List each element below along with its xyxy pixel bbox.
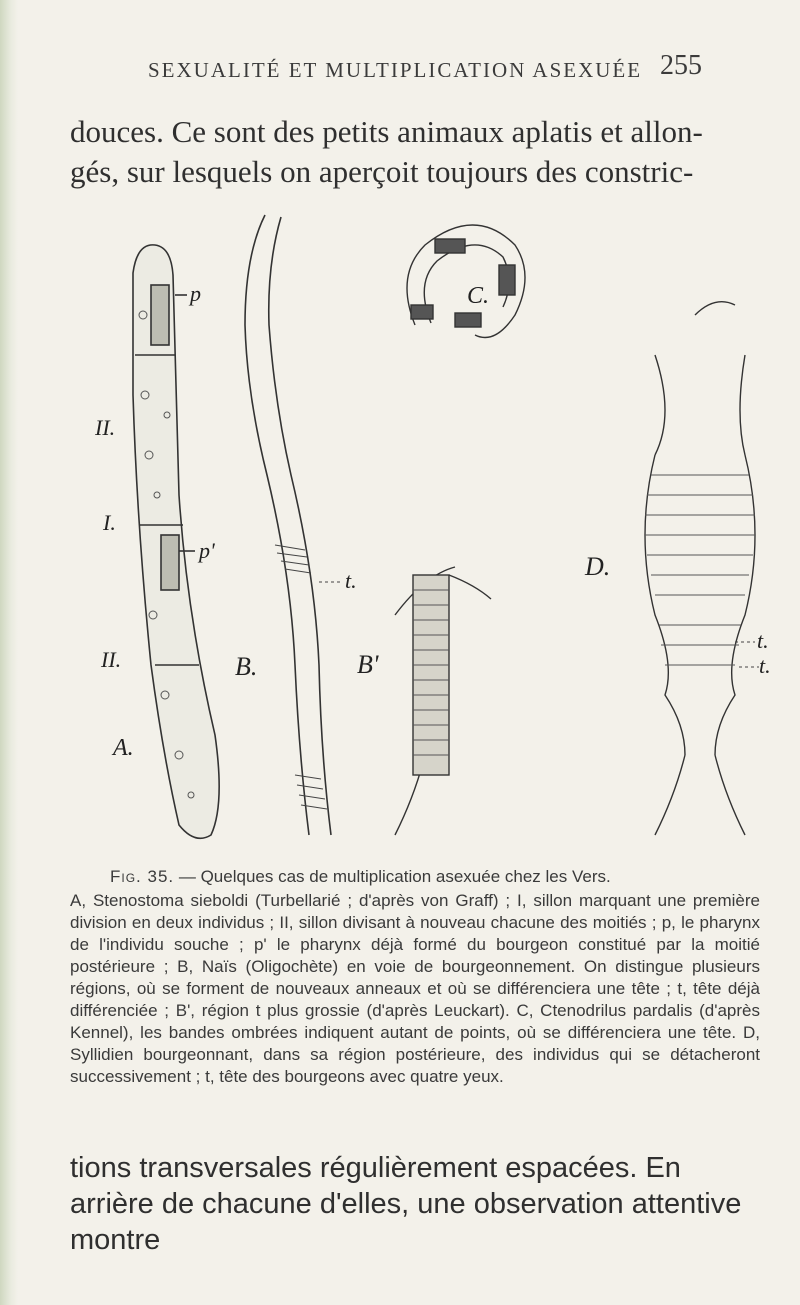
figure-b-prime-detail: [395, 567, 491, 835]
label-B-prime: B': [357, 650, 379, 679]
page-number: 255: [660, 50, 702, 81]
label-p: p: [190, 281, 201, 306]
figure-35: [95, 195, 775, 855]
page-header: [0, 50, 800, 98]
running-head: SEXUALITÉ ET MULTIPLICATION ASEXUÉE: [148, 58, 643, 82]
label-t-d2: t.: [759, 653, 771, 678]
figure-b-worm: [245, 215, 331, 835]
label-II-bottom: II.: [101, 647, 122, 672]
label-II-top: II.: [95, 415, 116, 440]
figure-caption: [70, 866, 760, 1088]
body-line-1: douces. Ce sont des petits animaux aplatis et allon-: [70, 114, 703, 149]
label-C: C.: [467, 283, 490, 309]
label-D: D.: [585, 552, 611, 581]
caption-body: A, Stenostoma sieboldi (Turbellarié ; d'après von Graff) ; I, sillon marquant une première division en deux individus ; II, sillon divisant à nouveau chacune des moitiés ; p, le pharynx de l'individu souche ; p' le pharynx déjà formé du bourgeon constitué par la moitié postérieure ; B, Naïs (Oligochète) en voie de bourgeonnement. On distingue plusieurs régions, où se forment de nouveaux anneaux et où se différenciera une tête ; t, tête déjà différenciée ; B', région t plus grossie (d'après Leuckart). C, Ctenodrilus pardalis (d'après Kennel), les bandes ombrées indiquent autant de points, où se différenciera une tête. D, Syllidien bourgeonnant, dans sa région postérieure, des individus qui se détacheront successivement ; t, tête des bourgeons avec quatre yeux.: [70, 891, 760, 1086]
label-p-prime: p': [199, 538, 215, 563]
figure-c-worm: [407, 225, 525, 338]
figure-illustration: [95, 195, 775, 855]
caption-title-text: — Quelques cas de multiplication asexuée chez les Vers.: [174, 867, 611, 886]
closing-paragraph: tions transversales régulièrement espacées. En arrière de chacune d'elles, une observation attentive montre: [70, 1152, 742, 1256]
label-t-d1: t.: [757, 628, 769, 653]
label-B: B.: [235, 652, 258, 681]
label-A: A.: [113, 735, 134, 761]
body-line-2: gés, sur lesquels on aperçoit toujours des constric-: [70, 154, 694, 189]
label-I: I.: [103, 510, 116, 535]
label-t-b: t.: [345, 568, 357, 593]
caption-title: [70, 866, 760, 888]
page-edge: [0, 0, 18, 1305]
caption-fig-label: Fig. 35.: [110, 867, 175, 886]
figure-d-worm: [645, 302, 755, 835]
